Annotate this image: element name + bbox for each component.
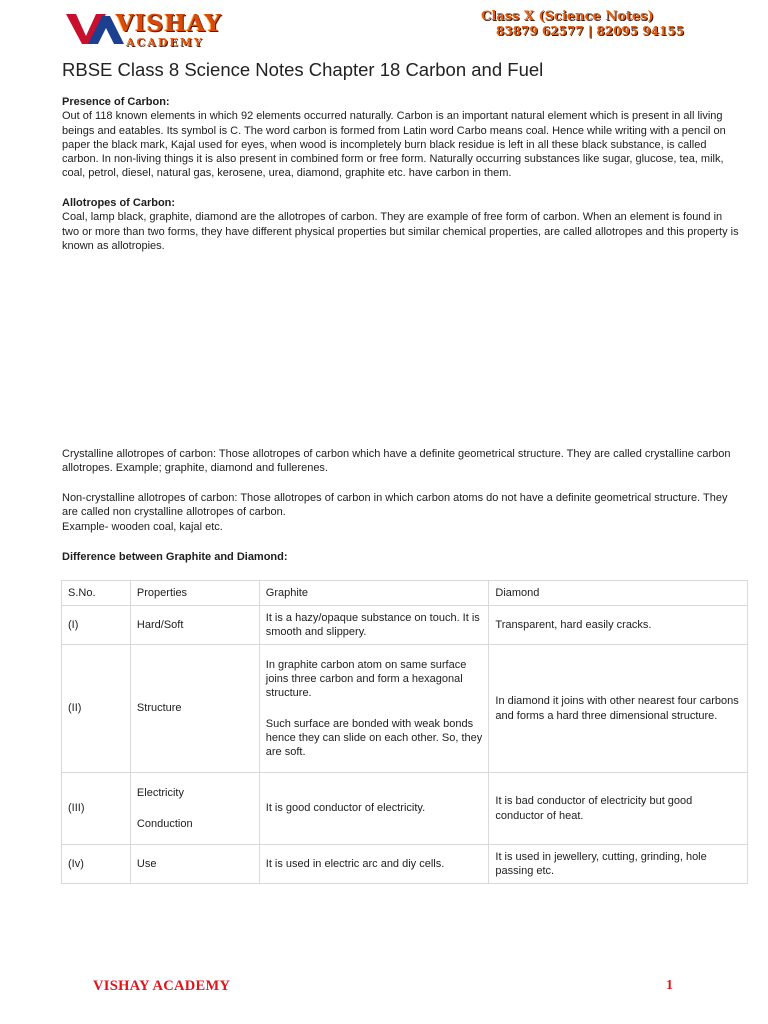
page-header [0, 0, 768, 52]
difference-section [62, 550, 742, 564]
comparison-table-wrap [61, 580, 748, 884]
comparison-table [61, 580, 748, 884]
table-row [62, 773, 748, 845]
cell-sno: (Iv) [62, 845, 131, 884]
cell-sno: (II) [62, 645, 131, 773]
allotropes-text: Coal, lamp black, graphite, diamond are the allotropes of carbon. They are example of free form of carbon. When an element is found in two or more than two forms, they have different physical properties but similar chemical properties, are called allotropes and this property is known as allotropies. [62, 211, 739, 252]
property-line-b: Conduction [136, 817, 193, 830]
logo-sub-text: ACADEMY [126, 36, 204, 49]
presence-section [62, 95, 742, 181]
table-header-row [62, 581, 748, 606]
noncrystalline-example: Example- wooden coal, kajal etc. [62, 520, 223, 533]
cell-property: Hard/Soft [130, 606, 259, 645]
cell-graphite: It is used in electric arc and diy cells. [259, 845, 489, 884]
table-row [62, 645, 748, 773]
page-number: 1 [666, 978, 673, 993]
property-line-a: Electricity [136, 787, 184, 800]
allotropes-heading: Allotropes of Carbon: [62, 197, 176, 209]
table-row [62, 606, 748, 645]
cell-graphite: It is a hazy/opaque substance on touch. It is smooth and slippery. [259, 606, 489, 645]
cell-graphite [259, 645, 489, 773]
graphite-structure-a: In graphite carbon atom on same surface joins three carbon and form a hexagonal structure. [265, 658, 467, 700]
cell-property: Use [130, 845, 259, 884]
header-cell-properties: Properties [130, 581, 259, 606]
cell-sno: (III) [62, 773, 131, 845]
phone-numbers: 83879 62577 | 82095 94155 [496, 24, 685, 38]
header-cell-graphite: Graphite [259, 581, 489, 606]
crystalline-section [62, 447, 742, 476]
cell-sno: (I) [62, 606, 131, 645]
cell-diamond: It is bad conductor of electricity but good conductor of heat. [489, 773, 748, 845]
noncrystalline-text: Non-crystalline allotropes of carbon: Those allotropes of carbon in which carbon atoms do not have a definite geometrical structure. They are called non crystalline allotropes of carbon. [62, 492, 728, 519]
cell-graphite: It is good conductor of electricity. [259, 773, 489, 845]
allotropes-section [62, 196, 742, 253]
difference-heading: Difference between Graphite and Diamond: [62, 551, 288, 563]
page-title: RBSE Class 8 Science Notes Chapter 18 Carbon and Fuel [62, 59, 544, 80]
graphite-structure-b: Such surface are bonded with weak bonds hence they can slide on each other. So, they are soft. [265, 717, 483, 759]
cell-property [130, 773, 259, 845]
presence-heading: Presence of Carbon: [62, 96, 170, 108]
cell-diamond: In diamond it joins with other nearest four carbons and forms a hard three dimensional structure. [489, 645, 748, 773]
cell-diamond: It is used in jewellery, cutting, grinding, hole passing etc. [489, 845, 748, 884]
cell-diamond: Transparent, hard easily cracks. [489, 606, 748, 645]
noncrystalline-section [62, 491, 742, 534]
cell-property: Structure [130, 645, 259, 773]
class-tag: Class X (Science Notes) [481, 9, 654, 24]
logo-brand-text: VISHAY [116, 10, 223, 37]
header-cell-sno: S.No. [62, 581, 131, 606]
presence-text: Out of 118 known elements in which 92 elements occurred naturally. Carbon is an important natural element which is present in all living beings and eatables. Its symbol is C. The word carbon is formed from Latin word Carbo means coal. Hence while writing with a pencil on paper the black mark, Kajal used for eyes, when wood is incompletely burn black residue is left in all these black substance, is called carbon. In non-living things it is also present in combined form or free form. Naturally occurring substances like sugar, glucose, tea, milk, coal, petrol, diesel, natural gas, kerosene, urea, diamond, graphite etc. have carbon in them. [62, 110, 726, 180]
table-row [62, 845, 748, 884]
vishay-academy-logo [66, 10, 232, 49]
footer-brand: VISHAY ACADEMY [93, 978, 231, 994]
crystalline-text: Crystalline allotropes of carbon: Those allotropes of carbon which have a definite geometrical structure. They are called crystalline carbon allotropes. Example; graphite, diamond and fullerenes. [62, 448, 731, 475]
header-cell-diamond: Diamond [489, 581, 748, 606]
